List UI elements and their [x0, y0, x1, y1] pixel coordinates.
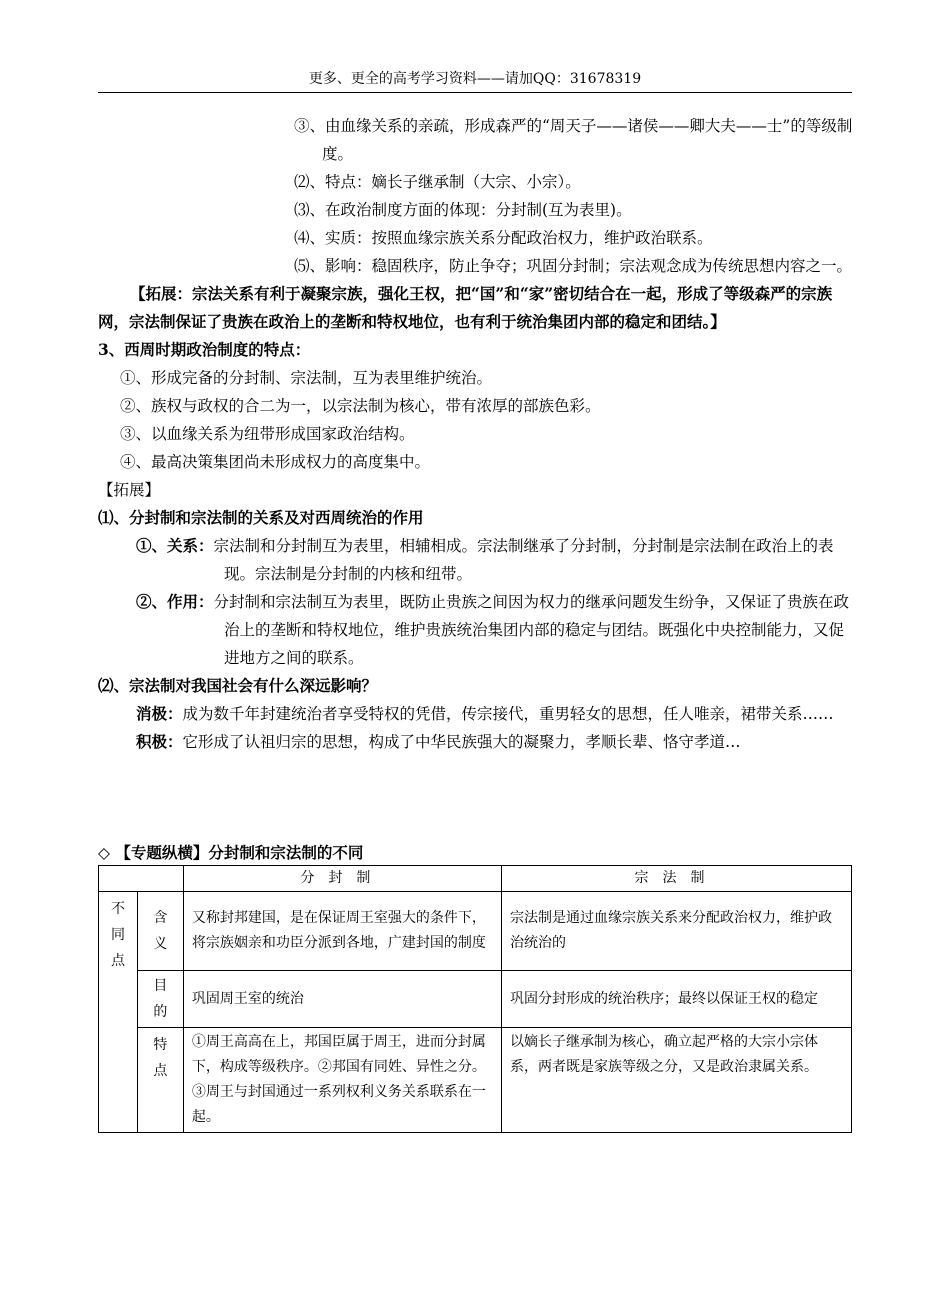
row-label: 特点	[137, 1028, 183, 1133]
section-3-item: ③、以血缘关系为纽带形成国家政治结构。	[120, 425, 415, 443]
extension-note: 【拓展：宗法关系有利于凝聚宗族，强化王权，把“国”和“家”密切结合在一起，形成了等级森严的宗族网，宗法制保证了贵族在政治上的垄断和特权地位，也有利于统治集团内部的稳定和团结。】	[98, 284, 833, 331]
question-2-title: ⑵、宗法制对我国社会有什么深远影响？	[98, 676, 378, 695]
column-header-fenfeng: 分封制	[183, 866, 501, 892]
effect-paragraph	[98, 588, 854, 672]
row-label: 目的	[137, 971, 183, 1028]
comparison-table	[98, 865, 852, 1133]
section-3-item: ②、族权与政权的合二为一，以宗法制为核心，带有浓厚的部族色彩。	[120, 397, 601, 415]
row-label: 含义	[137, 892, 183, 971]
relation-paragraph	[98, 532, 854, 588]
effect-label: ②、作用：	[136, 592, 214, 611]
table-corner-cell	[99, 866, 184, 892]
header-divider	[98, 92, 852, 93]
table-cell: 宗法制是通过血缘宗族关系来分配政治权力，维护政治统治的	[501, 892, 851, 971]
table-header-row	[99, 866, 852, 892]
table-cell: 以嫡长子继承制为核心，确立起严格的大宗小宗体系，两者既是家族等级之分，又是政治隶属关系。	[501, 1028, 851, 1133]
positive-label: 积极：	[136, 732, 183, 751]
document-body	[98, 112, 854, 756]
negative-text: 成为数千年封建统治者享受特权的凭借，传宗接代，重男轻女的思想，任人唯亲，裙带关系……	[182, 705, 834, 723]
zongfa-influence: ⑸、影响：稳固秩序，防止争夺；巩固分封制；宗法观念成为传统思想内容之一。	[294, 257, 853, 275]
question-1-title: ⑴、分封制和宗法制的关系及对西周统治的作用	[98, 508, 424, 527]
table-cell: ①周王高高在上，邦国臣属于周王，进而分封属下，构成等级秩序。②邦国有同姓、异性之分。③周王与封国通过一系列权利义务关系联系在一起。	[183, 1028, 501, 1133]
table-row	[99, 1028, 852, 1133]
relation-label: ①、关系：	[136, 536, 214, 555]
page-header: 更多、更全的高考学习资料——请加QQ：31678319	[308, 71, 642, 87]
extension-label: 【拓展】	[98, 481, 161, 499]
table-cell: 又称封邦建国，是在保证周王室强大的条件下，将宗族姻亲和功臣分派到各地，广建封国的制度	[183, 892, 501, 971]
negative-paragraph	[98, 700, 854, 728]
section-3-title: 3、西周时期政治制度的特点：	[98, 340, 311, 359]
table-cell: 巩固分封形成的统治秩序；最终以保证王权的稳定	[501, 971, 851, 1028]
section-3-item: ①、形成完备的分封制、宗法制，互为表里维护统治。	[120, 369, 493, 387]
positive-paragraph	[98, 728, 854, 756]
zongfa-embodiment: ⑶、在政治制度方面的体现：分封制(互为表里)。	[294, 201, 632, 219]
zongfa-point-3: ③、由血缘关系的亲疏，形成森严的“周天子——诸侯——卿大夫——士”的等级制度。	[294, 117, 853, 163]
comparison-title: ◇ 【专题纵横】分封制和宗法制的不同	[98, 843, 364, 862]
table-row	[99, 892, 852, 971]
negative-label: 消极：	[136, 704, 183, 723]
zongfa-feature: ⑵、特点：嫡长子继承制（大宗、小宗）。	[294, 173, 581, 191]
table-row	[99, 971, 852, 1028]
relation-text: 宗法制和分封制互为表里，相辅相成。宗法制继承了分封制，分封制是宗法制在政治上的表现。宗法制是分封制的内核和纽带。	[213, 537, 834, 583]
positive-text: 它形成了认祖归宗的思想，构成了中华民族强大的凝聚力，孝顺长辈、恪守孝道…	[182, 733, 741, 751]
column-header-zongfa: 宗法制	[501, 866, 851, 892]
zongfa-essence: ⑷、实质：按照血缘宗族关系分配政治权力，维护政治联系。	[294, 229, 713, 247]
effect-text: 分封制和宗法制互为表里，既防止贵族之间因为权力的继承问题发生纷争，又保证了贵族在政治上的垄断和特权地位，维护贵族统治集团内部的稳定与团结。既强化中央控制能力，又促进地方之间的联系。	[213, 593, 850, 667]
group-label-differences: 不同点	[99, 892, 138, 1133]
table-cell: 巩固周王室的统治	[183, 971, 501, 1028]
section-3-item: ④、最高决策集团尚未形成权力的高度集中。	[120, 453, 431, 471]
